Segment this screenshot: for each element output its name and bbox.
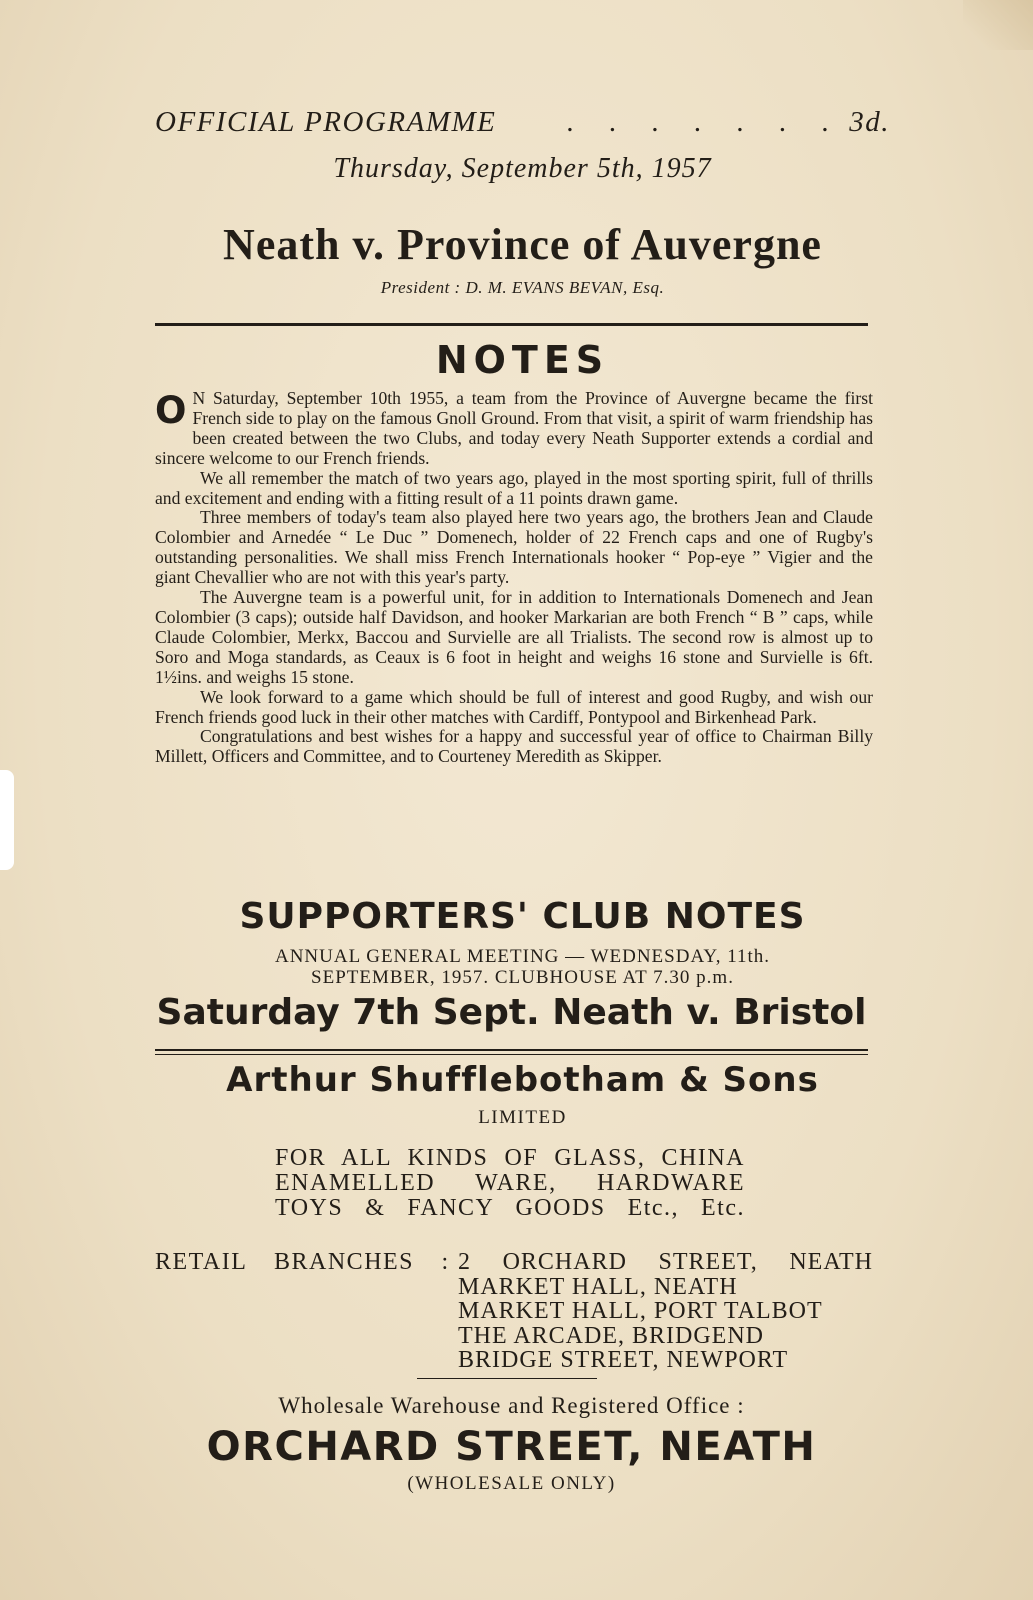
drop-cap: O (155, 389, 187, 432)
programme-header-row (155, 106, 890, 139)
paper-stain (963, 0, 1033, 50)
company-limited: LIMITED (478, 1107, 567, 1128)
branch-underline (417, 1378, 597, 1379)
notes-body (155, 389, 873, 767)
agm-line: SEPTEMBER, 1957. CLUBHOUSE AT 7.30 p.m. (311, 967, 734, 988)
branch-item: BRIDGE STREET, NEWPORT (458, 1347, 789, 1373)
notes-paragraph: The Auvergne team is a powerful unit, for in addition to Internationals Domenech and Jean Colombier (3 caps); outside half Davidson, and hooker Markarian are both French “ B ” caps, while Claude Colombier, Merkx, Baccou and Survielle are all Trialists. The second row is almost up to Soro and Moga standards, as Ceaux is 6 foot in height and weighs 16 stone and Survielle is 6ft. 1½ins. and weighs 15 stone. (155, 587, 873, 687)
retail-branches-label: RETAIL BRANCHES : (155, 1249, 450, 1275)
programme-label: OFFICIAL PROGRAMME (155, 106, 497, 138)
match-date: Thursday, September 5th, 1957 (333, 153, 712, 184)
branch-item: 2 ORCHARD STREET, NEATH (458, 1249, 873, 1275)
club-president: President : D. M. EVANS BEVAN, Esq. (380, 278, 665, 297)
office-address: ORCHARD STREET, NEATH (206, 1424, 817, 1470)
match-title: Neath v. Province of Auvergne (223, 220, 822, 269)
notes-paragraph: O N Saturday, September 10th 1955, a team from the Province of Auvergne became the first French side to play on the famous Gnoll Ground. From that visit, a spirit of warm friendship has been created between the two Clubs, and today every Neath Supporter extends a cordial and sincere welcome to our French friends. (155, 388, 873, 468)
goods-line: ENAMELLED WARE, HARDWARE (275, 1170, 745, 1196)
branch-item: THE ARCADE, BRIDGEND (458, 1322, 764, 1349)
notes-paragraph: We look forward to a game which should be full of interest and good Rugby, and wish our French friends good luck in their other matches with Cardiff, Pontypool and Birkenhead Park. (155, 686, 873, 727)
notes-paragraph: We all remember the match of two years ago, played in the most sporting spirit, full of thrills and excitement and ending with a fitting result of a 11 points drawn game. (155, 467, 873, 508)
goods-line: FOR ALL KINDS OF GLASS, CHINA (275, 1145, 745, 1171)
agm-line: ANNUAL GENERAL MEETING — WEDNESDAY, 11th. (274, 946, 771, 967)
branch-list (458, 1250, 873, 1373)
programme-price: 3d. (849, 106, 890, 138)
advert-divider-thin (155, 1054, 868, 1055)
notes-heading: NOTES (435, 338, 610, 382)
advert-divider (155, 1049, 868, 1051)
notes-paragraph: Three members of today's team also played here two years ago, the brothers Jean and Claude Colombier and Arnedée “ Le Duc ” Domenech, holder of 22 French caps and one of Rugby's outstanding personalities. We shall miss French Internationals hooker “ Pop-eye ” Vigier and the giant Chevallier who are not with this year's party. (155, 507, 873, 588)
leader-dots: . . . . . . . (567, 106, 844, 138)
paper-tear (0, 770, 14, 870)
company-name: Arthur Shufflebotham & Sons (226, 1060, 819, 1100)
wholesale-only-note: (WHOLESALE ONLY) (407, 1473, 616, 1494)
branch-item: MARKET HALL, PORT TALBOT (458, 1298, 823, 1324)
header-divider (155, 323, 868, 326)
notes-paragraph: Congratulations and best wishes for a happy and successful year of office to Chairman Billy Millett, Officers and Committee, and to Courteney Meredith as Skipper. (155, 726, 873, 767)
agm-notice (155, 946, 890, 988)
goods-line: TOYS & FANCY GOODS Etc., Etc. (275, 1195, 745, 1221)
supporters-heading: SUPPORTERS' CLUB NOTES (239, 896, 806, 937)
branch-item: MARKET HALL, NEATH (458, 1273, 738, 1300)
goods-list (275, 1146, 745, 1221)
next-match: Saturday 7th Sept. Neath v. Bristol (156, 992, 867, 1033)
wholesale-label: Wholesale Warehouse and Registered Office : (278, 1393, 745, 1418)
